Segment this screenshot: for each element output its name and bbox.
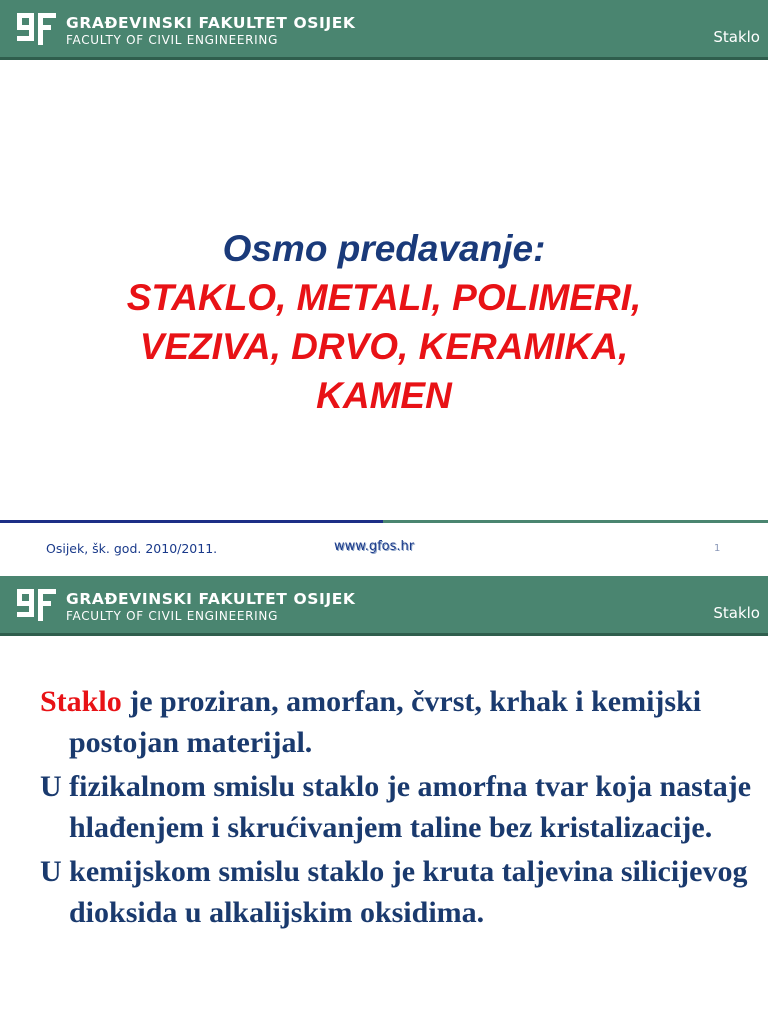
faculty-logo-icon	[15, 9, 59, 47]
paragraph-text: U fizikalnom smislu staklo je amorfna tvar koja nastaje hlađenjem i skrućivanjem taline bez kristalizacije.	[40, 770, 752, 844]
faculty-name-en: FACULTY OF CIVIL ENGINEERING	[66, 33, 279, 47]
header-topic: Staklo	[713, 28, 760, 46]
footer-divider-blue	[0, 520, 383, 523]
footer-divider-green	[383, 520, 768, 523]
footer-website-link[interactable]: www.gfos.hr	[334, 539, 415, 554]
footer-location-year: Osijek, šk. god. 2010/2011.	[46, 541, 218, 556]
paragraph-chemical	[40, 851, 760, 933]
paragraph-text: je proziran, amorfan, čvrst, krhak i kemijski postojan materijal.	[69, 685, 702, 759]
slide-header	[0, 0, 768, 60]
paragraph-definition	[40, 681, 760, 763]
highlight-term: Staklo	[40, 685, 122, 718]
faculty-name-en: FACULTY OF CIVIL ENGINEERING	[66, 609, 279, 623]
paragraph-text: U kemijskom smislu staklo je kruta taljevina silicijevog dioksida u alkalijskim oksidima.	[40, 855, 748, 929]
header-topic: Staklo	[713, 604, 760, 622]
lecture-number-title: Osmo predavanje:	[222, 228, 546, 269]
slide-2	[0, 576, 768, 1024]
paragraph-physical	[40, 766, 760, 848]
slide-header	[0, 576, 768, 636]
slide-body	[40, 681, 760, 936]
faculty-name-hr: GRAĐEVINSKI FAKULTET OSIJEK	[66, 14, 356, 32]
lecture-topics-title: STAKLO, METALI, POLIMERI, VEZIVA, DRVO, KERAMIKA, KAMEN	[126, 277, 642, 416]
faculty-logo-icon	[15, 585, 59, 623]
page-number: 1	[714, 543, 721, 554]
faculty-name-hr: GRAĐEVINSKI FAKULTET OSIJEK	[66, 590, 356, 608]
slide-title	[0, 225, 768, 420]
